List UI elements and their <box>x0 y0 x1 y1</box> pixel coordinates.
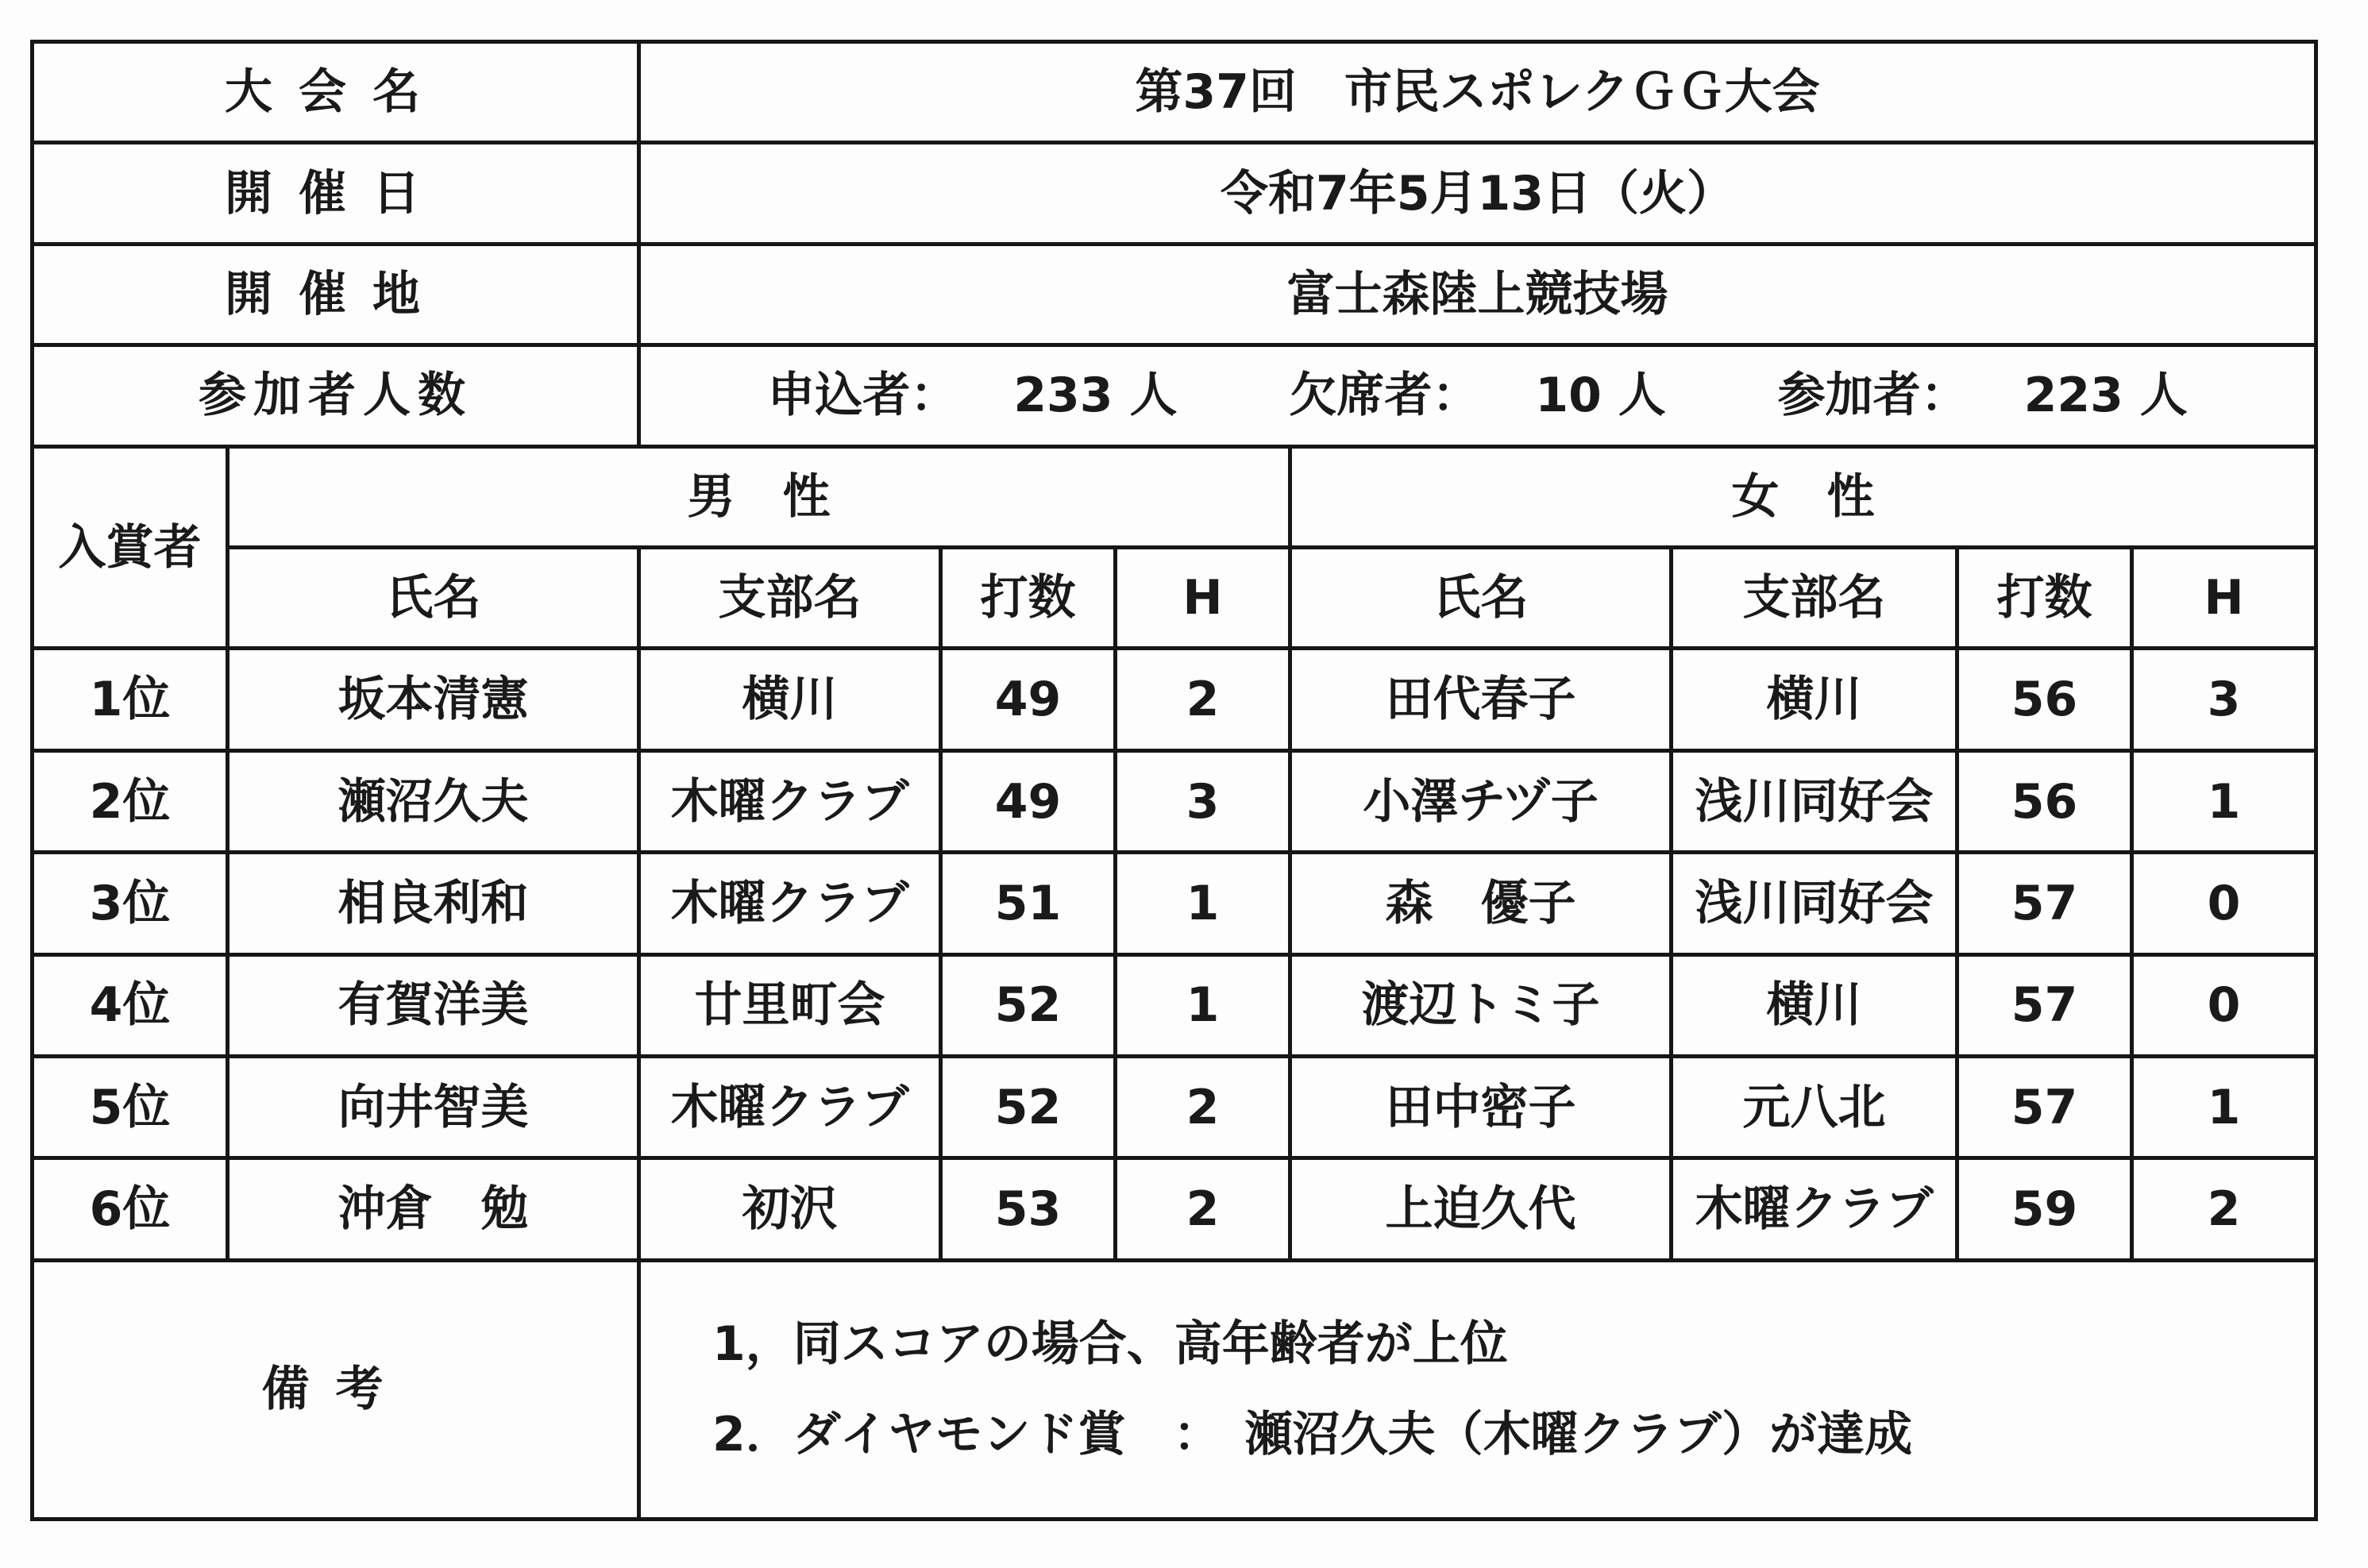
winners-label: 入賞者 <box>33 446 228 649</box>
rank-cell: 4位 <box>33 954 228 1056</box>
male-strokes-cell: 52 <box>941 1057 1116 1158</box>
absentees-count: 欠席者： 10 人 <box>1289 368 1666 424</box>
event-venue-row <box>33 244 2316 345</box>
female-name-cell: 田代春子 <box>1290 649 1672 750</box>
female-name-header: 氏名 <box>1290 548 1672 649</box>
male-branch-header: 支部名 <box>639 548 941 649</box>
male-branch-cell: 廿里町会 <box>639 954 941 1056</box>
male-strokes-cell: 53 <box>941 1158 1116 1260</box>
female-name-cell: 森 優子 <box>1290 853 1672 954</box>
male-h-cell: 1 <box>1116 853 1290 954</box>
female-name-cell: 渡辺トミ子 <box>1290 954 1672 1056</box>
remarks-row <box>33 1260 2316 1519</box>
female-strokes-cell: 57 <box>1957 954 2132 1056</box>
remarks-value <box>639 1260 2316 1519</box>
event-name-row <box>33 42 2316 143</box>
results-table <box>30 40 2318 1521</box>
result-row <box>33 853 2316 954</box>
male-name-cell: 瀬沼久夫 <box>228 750 639 852</box>
male-h-cell: 2 <box>1116 1158 1290 1260</box>
female-h-cell: 1 <box>2132 1057 2316 1158</box>
result-row <box>33 954 2316 1056</box>
attendees-count: 参加者： 223 人 <box>1777 368 2188 424</box>
participants-label: 参加者人数 <box>33 345 639 446</box>
event-name-value: 第37回 市民スポレクＧＧ大会 <box>639 42 2316 143</box>
female-h-cell: 0 <box>2132 954 2316 1056</box>
event-date-value: 令和7年5月13日（火） <box>639 143 2316 244</box>
remark-line-1: 1，同スコアの場合、高年齢者が上位 <box>712 1316 1508 1373</box>
female-h-header: H <box>2132 548 2316 649</box>
female-h-cell: 0 <box>2132 853 2316 954</box>
male-name-cell: 向井智美 <box>228 1057 639 1158</box>
male-name-cell: 坂本清憲 <box>228 649 639 750</box>
male-strokes-cell: 49 <box>941 750 1116 852</box>
female-branch-cell: 木曜クラブ <box>1672 1158 1957 1260</box>
participants-value <box>639 345 2316 446</box>
rank-cell: 6位 <box>33 1158 228 1260</box>
female-strokes-header: 打数 <box>1957 548 2132 649</box>
male-h-cell: 1 <box>1116 954 1290 1056</box>
female-strokes-cell: 57 <box>1957 1057 2132 1158</box>
male-branch-cell: 木曜クラブ <box>639 1057 941 1158</box>
female-h-cell: 1 <box>2132 750 2316 852</box>
female-branch-cell: 元八北 <box>1672 1057 1957 1158</box>
remarks-label: 備考 <box>33 1260 639 1519</box>
rank-cell: 5位 <box>33 1057 228 1158</box>
participants-row <box>33 345 2316 446</box>
male-strokes-cell: 52 <box>941 954 1116 1056</box>
male-strokes-cell: 49 <box>941 649 1116 750</box>
female-branch-header: 支部名 <box>1672 548 1957 649</box>
male-strokes-cell: 51 <box>941 853 1116 954</box>
result-row <box>33 750 2316 852</box>
female-strokes-cell: 57 <box>1957 853 2132 954</box>
male-strokes-header: 打数 <box>941 548 1116 649</box>
male-h-cell: 2 <box>1116 649 1290 750</box>
male-h-cell: 2 <box>1116 1057 1290 1158</box>
female-branch-cell: 横川 <box>1672 954 1957 1056</box>
event-venue-value: 富士森陸上競技場 <box>639 244 2316 345</box>
female-strokes-cell: 56 <box>1957 649 2132 750</box>
female-h-cell: 2 <box>2132 1158 2316 1260</box>
result-row <box>33 1158 2316 1260</box>
male-branch-cell: 木曜クラブ <box>639 750 941 852</box>
female-name-cell: 田中密子 <box>1290 1057 1672 1158</box>
event-date-row <box>33 143 2316 244</box>
female-strokes-cell: 56 <box>1957 750 2132 852</box>
remark-line-2: 2．ダイヤモンド賞 ： 瀬沼久夫（木曜クラブ）が達成 <box>712 1407 1913 1463</box>
female-branch-cell: 横川 <box>1672 649 1957 750</box>
male-h-header: H <box>1116 548 1290 649</box>
result-row <box>33 1057 2316 1158</box>
female-h-cell: 3 <box>2132 649 2316 750</box>
rank-cell: 3位 <box>33 853 228 954</box>
male-name-cell: 有賀洋美 <box>228 954 639 1056</box>
event-name-label: 大会名 <box>33 42 639 143</box>
male-name-cell: 沖倉 勉 <box>228 1158 639 1260</box>
event-venue-label: 開催地 <box>33 244 639 345</box>
column-header-row <box>33 548 2316 649</box>
male-name-cell: 相良利和 <box>228 853 639 954</box>
rank-cell: 2位 <box>33 750 228 852</box>
female-strokes-cell: 59 <box>1957 1158 2132 1260</box>
male-branch-cell: 木曜クラブ <box>639 853 941 954</box>
male-name-header: 氏名 <box>228 548 639 649</box>
male-h-cell: 3 <box>1116 750 1290 852</box>
male-branch-cell: 横川 <box>639 649 941 750</box>
applicants-count: 申込者： 233 人 <box>767 368 1178 424</box>
gender-header-row <box>33 446 2316 547</box>
female-header: 女 性 <box>1290 446 2316 547</box>
male-branch-cell: 初沢 <box>639 1158 941 1260</box>
female-name-cell: 上迫久代 <box>1290 1158 1672 1260</box>
female-branch-cell: 浅川同好会 <box>1672 853 1957 954</box>
result-row <box>33 649 2316 750</box>
female-name-cell: 小澤チヅ子 <box>1290 750 1672 852</box>
male-header: 男 性 <box>228 446 1290 547</box>
event-date-label: 開催日 <box>33 143 639 244</box>
rank-cell: 1位 <box>33 649 228 750</box>
female-branch-cell: 浅川同好会 <box>1672 750 1957 852</box>
